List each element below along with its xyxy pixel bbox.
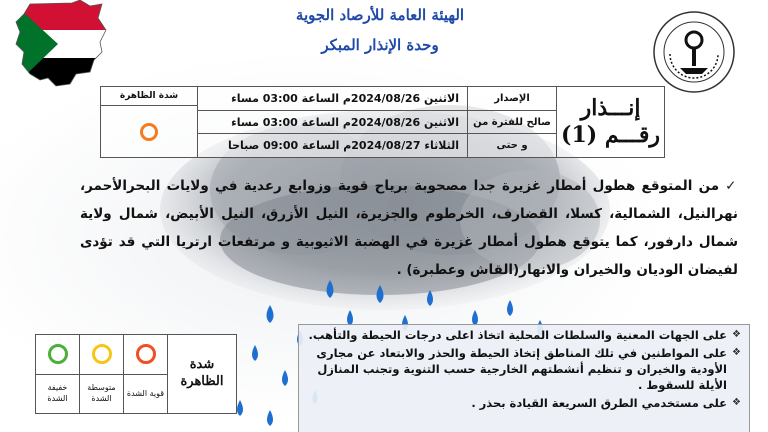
legend-label-light: خفيفة الشدة — [47, 383, 68, 403]
sudan-flag-map-icon — [10, 0, 110, 90]
legend-label-strong: قوية الشدة — [126, 388, 165, 398]
legend-level-light — [36, 335, 79, 413]
label-valid-to: و حتى — [496, 140, 528, 152]
agency-title: الهيئة العامة للأرصاد الجوية — [295, 6, 465, 24]
advice-item — [305, 327, 741, 343]
advice-item — [305, 345, 741, 393]
warning-title-line2: رقـــم (1) — [561, 122, 660, 148]
diamond-bullet-icon: ❖ — [732, 397, 741, 408]
value-valid-to: الثلاثاء 2024/08/27م الساعة 09:00 صباحا — [227, 139, 459, 153]
severity-ring-icon — [140, 123, 158, 141]
warning-values — [197, 87, 467, 157]
severity-legend — [35, 334, 237, 414]
yellow-ring-icon — [92, 344, 112, 364]
forecast-text — [80, 172, 738, 284]
diamond-bullet-icon: ❖ — [732, 347, 741, 358]
advice-text: على الجهات المعنية والسلطات المحلية اتخاذ اعلى درجات الحيطة والتأهب. — [308, 328, 727, 342]
value-valid-from: الاثنين 2024/08/26م الساعة 03:00 مساء — [198, 111, 467, 135]
advice-text: على المواطنين في تلك المناطق إتخاذ الحيطة والحذر والابتعاد عن مجارى الأودية والخيران و تنظيم أنشطتهم الخارجية حسب التنوية وتجنب المنازل الأيلة للسقوط . — [316, 346, 727, 392]
red-ring-icon — [136, 344, 156, 364]
severity-indicator — [101, 106, 197, 157]
severity-label: شدة الظاهرة — [101, 87, 197, 106]
legend-label-medium: متوسطة الشدة — [87, 383, 116, 403]
value-issue: الاثنين 2024/08/26م الساعة 03:00 مساء — [198, 87, 467, 111]
warning-number — [556, 87, 664, 157]
checkmark-icon: ✓ — [725, 178, 739, 194]
legend-title: شدة الظاهرة — [167, 335, 236, 413]
legend-level-medium — [79, 335, 123, 413]
forecast-paragraph: من المتوقع هطول أمطار غزيرة جدا مصحوبة برياح قوية وزوابع رعدية في ولايات البحرالأحمر، نهرالنيل، الشمالية، كسلا، القضارف، الخرطوم والجزيرة، النيل الأزرق، النيل الأبيض، شمال ولاية شمال دارفور، كما يتوقع هطول أمطار غزيرة في الهضبة الاثيوبية و مرتفعات ارتريا التي قد تؤدى لفيضان الوديان والخيران والانهار(القاش وعطبرة) . — [80, 178, 738, 278]
unit-title: وحدة الإنذار المبكر — [321, 36, 439, 54]
severity-cell — [101, 87, 197, 157]
advice-item — [305, 395, 741, 411]
meteorological-authority-logo-icon — [652, 10, 736, 94]
advice-text: على مستخدمي الطرق السريعة القيادة بحذر . — [471, 396, 727, 410]
legend-level-strong — [123, 335, 167, 413]
warning-labels — [467, 87, 556, 157]
label-issue: الإصدار — [468, 87, 556, 111]
warning-title-line1: إنـــذار — [580, 94, 641, 121]
advice-box — [298, 324, 750, 432]
legend-levels — [36, 335, 167, 413]
green-ring-icon — [48, 344, 68, 364]
diamond-bullet-icon: ❖ — [732, 329, 741, 340]
warning-table — [100, 86, 665, 158]
label-valid-from: صالح للفترة من — [468, 111, 556, 135]
